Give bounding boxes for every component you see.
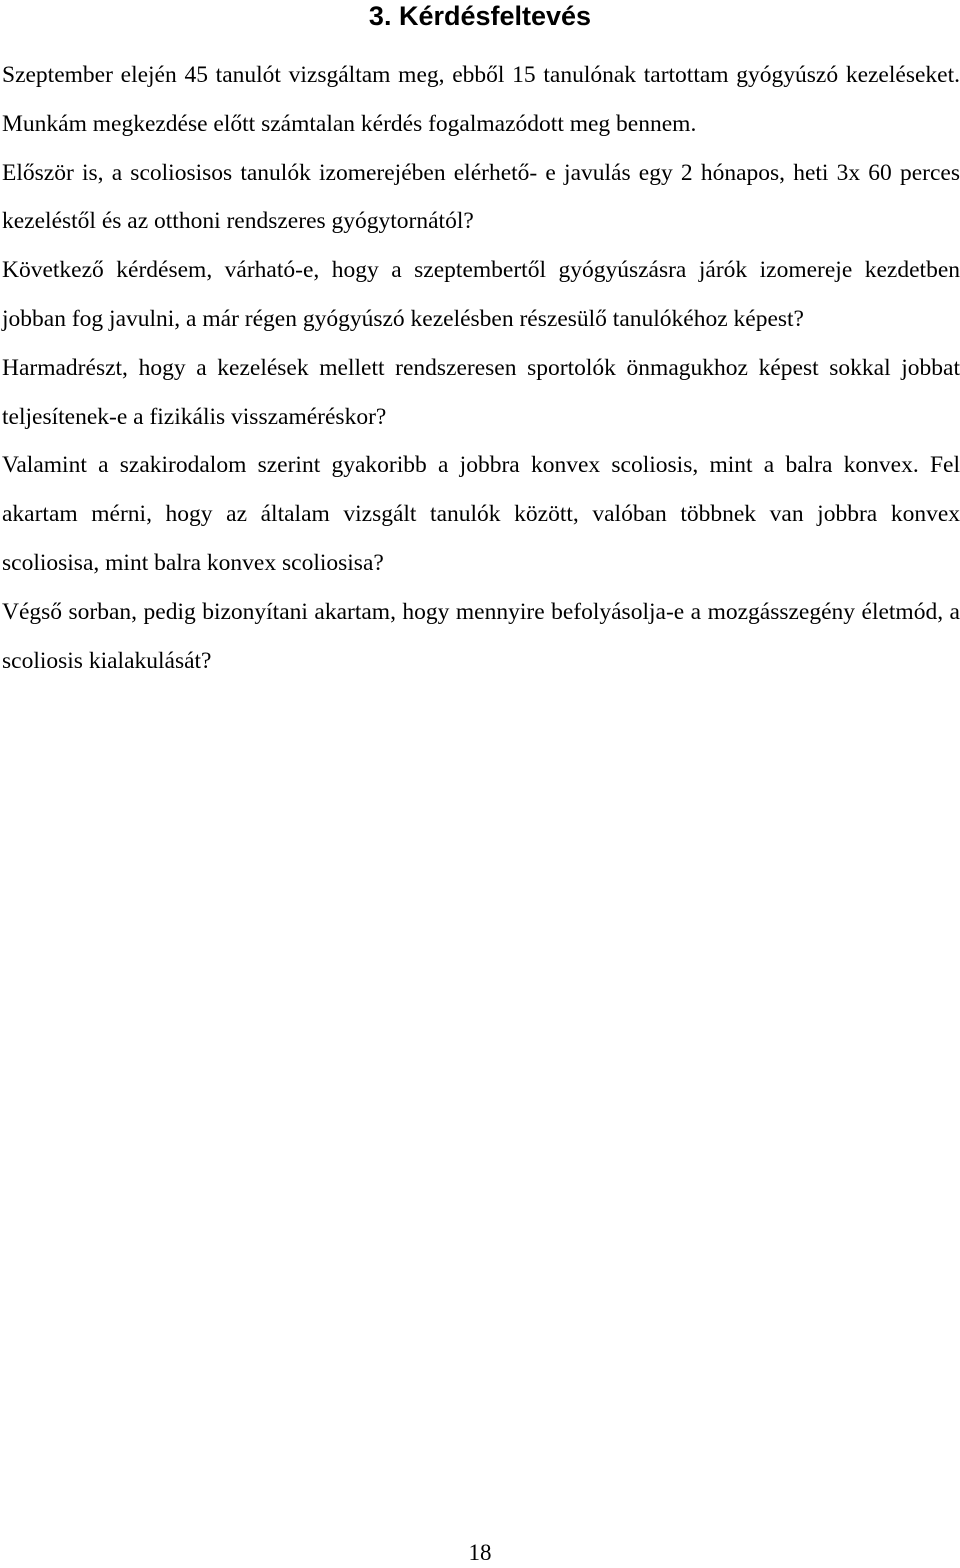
page-number: 18 — [468, 1540, 492, 1565]
paragraph-question-new-swimmers: Következő kérdésem, várható-e, hogy a szeptembertől gyógyúszásra járók izomereje kezdetben jobban fog javulni, a már régen gyógyúszó kezelésben részesülő tanulókéhoz képest? — [2, 257, 960, 332]
paragraph-question-athletes: Harmadrészt, hogy a kezelések mellett rendszeresen sportolók önmagukhoz képest sokkal jobbat teljesítenek-e a fizikális visszaméréskor? — [2, 354, 960, 430]
paragraph-question-convexity: Valamint a szakirodalom szerint gyakoribb a jobbra konvex scoliosis, mint a balra konvex. Fel akartam mérni, hogy az általam vizsgált tanulók között, valóban többnek van jobbra konvex scoliosisa, mint balra konvex scoliosisa? — [2, 452, 960, 576]
section-heading: 3. Kérdésfeltevés — [368, 1, 592, 31]
paragraph-sample-description: Szeptember elején 45 tanulót vizsgáltam meg, ebből 15 tanulónak tartottam gyógyúszó kezeléseket. Munkám megkezdése előtt számtalan kérdés fogalmazódott meg bennem. — [2, 62, 960, 137]
paragraph-question-sedentary: Végső sorban, pedig bizonyítani akartam, hogy mennyire befolyásolja-e a mozgásszegény életmód, a scoliosis kialakulását? — [2, 598, 960, 674]
paragraph-question-strength: Először is, a scoliosisos tanulók izomerejében elérhető- e javulás egy 2 hónapos, heti 3x 60 perces kezeléstől és az otthoni rendszeres gyógytornától? — [2, 159, 960, 235]
body-text — [2, 51, 960, 685]
